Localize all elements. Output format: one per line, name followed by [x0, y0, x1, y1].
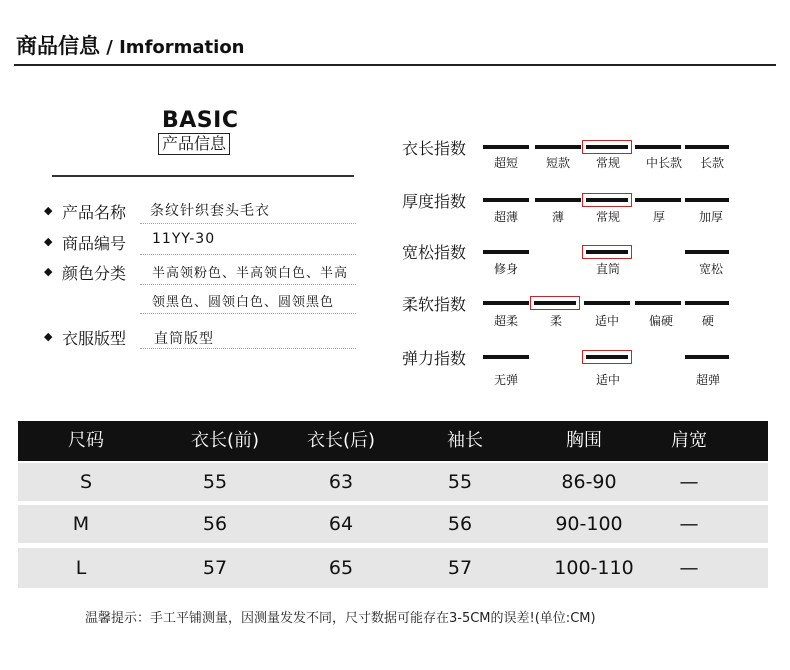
basic-title: BASIC — [162, 108, 239, 133]
table-row — [18, 548, 768, 588]
table-cell: L — [75, 557, 87, 579]
scale-bar — [635, 145, 681, 149]
bullet-icon: ◆ — [44, 330, 53, 343]
table-cell: 100-110 — [554, 557, 634, 579]
basic-divider — [52, 175, 354, 177]
scale-option: 柔 — [549, 314, 562, 328]
selected-box — [582, 140, 632, 154]
scale-option: 超弹 — [695, 373, 720, 387]
table-cell: 56 — [447, 513, 473, 535]
dotted-underline — [140, 348, 356, 349]
measurement-note: 温馨提示：手工平铺测量，因测量发发不同，尺寸数据可能存在3-5CM的误差!(单位:CM) — [85, 611, 596, 626]
dotted-underline — [140, 254, 356, 255]
scale-option: 偏硬 — [648, 314, 673, 328]
bullet-icon: ◆ — [44, 235, 53, 248]
table-cell: 90-100 — [555, 513, 623, 535]
scale-option: 长款 — [699, 156, 724, 170]
table-cell: 65 — [328, 557, 354, 579]
info-label: 颜色分类 — [62, 264, 127, 283]
scale-option: 超柔 — [493, 314, 518, 328]
info-value-color-line1: 半高领粉色、半高领白色、半高 — [152, 266, 349, 281]
scale-option: 厚 — [652, 210, 665, 224]
info-label: 衣服版型 — [62, 329, 127, 348]
scale-bar — [685, 198, 729, 202]
scale-option: 常规 — [595, 210, 620, 224]
dotted-underline — [140, 284, 356, 285]
index-label-thickness: 厚度指数 — [402, 192, 467, 211]
scale-option: 适中 — [594, 314, 619, 328]
scale-bar — [685, 250, 729, 254]
info-value-color-line2: 领黑色、圆领白色、圆领黑色 — [152, 295, 335, 310]
table-cell: S — [79, 471, 93, 493]
table-header-cell: 肩宽 — [671, 430, 707, 451]
table-cell: 57 — [202, 557, 228, 579]
dotted-underline — [140, 223, 356, 224]
scale-option: 直筒 — [595, 262, 620, 276]
index-label-fit: 宽松指数 — [402, 243, 467, 262]
scale-bar — [685, 355, 729, 359]
table-cell: 64 — [328, 513, 354, 535]
selected-box — [582, 193, 632, 207]
section-title-separator: / — [100, 37, 120, 58]
table-header-cell: 尺码 — [68, 430, 104, 451]
table-cell: 57 — [447, 557, 473, 579]
scale-option: 加厚 — [698, 210, 723, 224]
table-cell: 55 — [202, 471, 228, 493]
scale-option: 常规 — [595, 156, 620, 170]
table-cell: — — [679, 513, 699, 535]
table-header-cell: 衣长(后) — [306, 430, 376, 451]
scale-option: 短款 — [545, 156, 570, 170]
selected-box — [582, 350, 632, 364]
scale-option: 无弹 — [493, 373, 518, 387]
table-cell: 55 — [447, 471, 473, 493]
scale-bar — [483, 198, 529, 202]
scale-option: 超薄 — [493, 210, 518, 224]
info-label: 商品编号 — [62, 234, 127, 253]
bullet-icon: ◆ — [44, 204, 53, 217]
scale-option: 适中 — [595, 373, 620, 387]
info-value-name: 条纹针织套头毛衣 — [150, 203, 270, 219]
table-header-cell: 胸围 — [566, 430, 602, 451]
table-cell: — — [679, 471, 699, 493]
bullet-icon: ◆ — [44, 265, 53, 278]
table-cell: 86-90 — [561, 471, 617, 493]
scale-bar — [584, 301, 630, 305]
section-title-en: Imformation — [119, 37, 245, 58]
scale-bar — [685, 301, 729, 305]
table-cell: M — [72, 513, 90, 535]
info-label: 产品名称 — [62, 203, 127, 222]
basic-subtitle: 产品信息 — [158, 133, 230, 155]
selected-box — [582, 245, 632, 259]
scale-option: 修身 — [493, 262, 518, 276]
scale-bar — [635, 198, 681, 202]
scale-bar — [483, 145, 529, 149]
section-title — [16, 30, 245, 60]
table-cell: 56 — [202, 513, 228, 535]
info-value-fit: 直筒版型 — [154, 331, 214, 347]
size-table-header — [18, 421, 768, 461]
scale-option: 超短 — [493, 156, 518, 170]
section-title-cn: 商品信息 — [16, 34, 100, 58]
scale-bar — [483, 301, 529, 305]
table-row — [18, 505, 768, 543]
selected-box — [530, 296, 580, 310]
scale-option: 宽松 — [698, 262, 723, 276]
index-label-length: 衣长指数 — [402, 139, 467, 158]
scale-bar — [535, 198, 581, 202]
index-label-elasticity: 弹力指数 — [402, 349, 467, 368]
table-cell: 63 — [328, 471, 354, 493]
scale-option: 中长款 — [645, 156, 682, 170]
scale-bar — [685, 145, 729, 149]
table-header-cell: 袖长 — [447, 430, 483, 451]
scale-option: 硬 — [701, 314, 714, 328]
index-label-softness: 柔软指数 — [402, 295, 467, 314]
info-value-code: 11YY-30 — [152, 231, 216, 247]
header-divider — [14, 64, 776, 66]
scale-option: 薄 — [551, 210, 564, 224]
scale-bar — [483, 355, 529, 359]
dotted-underline — [140, 313, 356, 314]
scale-bar — [635, 301, 681, 305]
table-header-cell: 衣长(前) — [190, 430, 260, 451]
scale-bar — [535, 145, 581, 149]
table-cell: — — [679, 557, 699, 579]
scale-bar — [483, 250, 529, 254]
table-row — [18, 463, 768, 501]
